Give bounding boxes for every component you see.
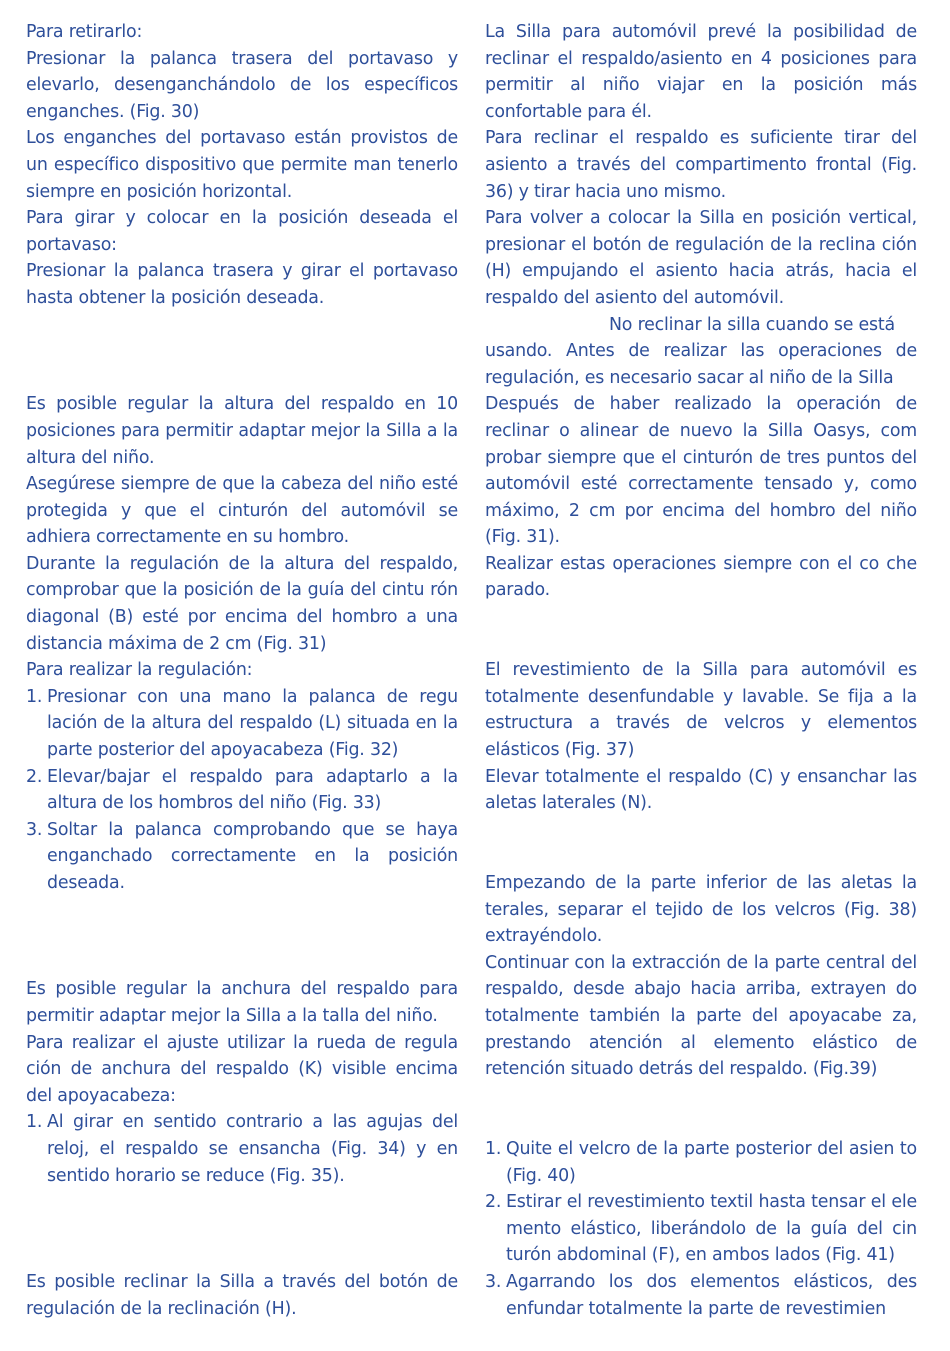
paragraph: Para retirarlo: bbox=[26, 22, 143, 42]
paragraph: Para realizar el ajuste utilizar la rueda de regula ción de anchura del respaldo (K) visible encima del apoyacabeza: bbox=[26, 1032, 458, 1106]
remove-steps-list bbox=[485, 1136, 917, 1322]
right-column bbox=[485, 19, 917, 1322]
list-item: 3. Soltar la palanca comprobando que se haya enganchado correctamente en la posición deseada. bbox=[26, 819, 458, 894]
section-spacer bbox=[26, 312, 458, 392]
left-column bbox=[26, 19, 458, 1322]
section-spacer bbox=[485, 1083, 917, 1136]
paragraph: Después de haber realizado la operación de reclinar o alinear de nuevo la Silla Oasys, com probar siempre que el cinturón de tres puntos del automóvil esté correctamente tensado y, como máximo, 2 cm por encima del hombro del niño (Fig. 31). bbox=[485, 394, 917, 548]
paragraph: Para girar y colocar en la posición deseada el portavaso: bbox=[26, 208, 458, 255]
paragraph: Es posible regular la altura del respaldo en 10 posiciones para permitir adaptar mejor la Silla a la altura del niño. bbox=[26, 394, 458, 468]
paragraph: Presionar la palanca trasera y girar el portavaso hasta obtener la posición deseada. bbox=[26, 261, 458, 308]
section-spacer bbox=[26, 1189, 458, 1269]
list-item: 1. Quite el velcro de la parte posterior del asien to (Fig. 40) bbox=[485, 1138, 917, 1186]
list-item: 2. Estirar el revestimiento textil hasta tensar el ele mento elástico, liberándolo de la guía del cin turón abdominal (F), en ambos lados (Fig. 41) bbox=[485, 1192, 917, 1266]
paragraph: La Silla para automóvil prevé la posibilidad de reclinar el respaldo/asiento en 4 posiciones para permitir al niño viajar en la posición más confortable para él. bbox=[485, 22, 917, 122]
list-item: 1. Presionar con una mano la palanca de regu lación de la altura del respaldo (L) situada en la parte posterior del apoyacabeza (Fig. 32) bbox=[26, 686, 458, 761]
paragraph: El revestimiento de la Silla para automóvil es totalmente desenfundable y lavable. Se fija a la estructura a través de velcros y elementos elásticos (Fig. 37) bbox=[485, 660, 917, 761]
paragraph: Para volver a colocar la Silla en posición vertical, presionar el botón de regulación de la reclina ción (H) empujando el asiento hacia atrás, hacia el respaldo del asiento del automóvil. bbox=[485, 208, 917, 308]
list-item: 1. Al girar en sentido contrario a las agujas del reloj, el respaldo se ensancha (Fig. 34) y en sentido horario se reduce (Fig. 35). bbox=[26, 1112, 458, 1186]
paragraph: Los enganches del portavaso están provistos de un específico dispositivo que permite man tenerlo siempre en posición horizontal. bbox=[26, 128, 458, 202]
paragraph: Realizar estas operaciones siempre con el co che parado. bbox=[485, 553, 917, 601]
paragraph: Para reclinar el respaldo es suficiente tirar del asiento a través del compartimento frontal (Fig. 36) y tirar hacia uno mismo. bbox=[485, 128, 917, 202]
section-spacer bbox=[26, 897, 458, 977]
warning-text: usando. Antes de realizar las operaciones de regulación, es necesario sacar al niño de la Silla bbox=[485, 341, 917, 388]
height-steps-list bbox=[26, 684, 458, 897]
list-item: 2. Elevar/bajar el respaldo para adaptarlo a la altura de los hombros del niño (Fig. 33) bbox=[26, 766, 458, 814]
paragraph: Es posible regular la anchura del respaldo para permitir adaptar mejor la Silla a la talla del niño. bbox=[26, 979, 458, 1026]
paragraph: Es posible reclinar la Silla a través del botón de regulación de la reclinación (H). bbox=[26, 1271, 458, 1319]
paragraph: Durante la regulación de la altura del respaldo, comprobar que la posición de la guía del cintu rón diagonal (B) esté por encima del hombro a una distancia máxima de 2 cm (Fig. 31) bbox=[26, 553, 458, 654]
paragraph: Elevar totalmente el respaldo (C) y ensanchar las aletas laterales (N). bbox=[485, 766, 917, 814]
paragraph: Continuar con la extracción de la parte central del respaldo, desde abajo hacia arriba, extrayen do totalmente también la parte del apoyacabe za, prestando atención al elemento elástico de retención situado detrás del respaldo. (Fig.39) bbox=[485, 952, 917, 1080]
section-spacer bbox=[485, 604, 917, 657]
list-item: 3. Agarrando los dos elementos elásticos, des enfundar totalmente la parte de revestimien bbox=[485, 1271, 917, 1319]
warning-text: No reclinar la silla cuando se está bbox=[609, 314, 895, 335]
paragraph: Empezando de la parte inferior de las aletas la terales, separar el tejido de los velcros (Fig. 38) extrayéndolo. bbox=[485, 873, 917, 947]
paragraph: Asegúrese siempre de que la cabeza del niño esté protegida y que el cinturón del automóvil se adhiera correctamente en su hombro. bbox=[26, 474, 458, 548]
paragraph: Para realizar la regulación: bbox=[26, 660, 253, 681]
paragraph: Presionar la palanca trasera del portavaso y elevarlo, desenganchándolo de los específicos enganches. (Fig. 30) bbox=[26, 48, 458, 122]
section-spacer bbox=[485, 817, 917, 870]
width-steps-list bbox=[26, 1109, 458, 1189]
